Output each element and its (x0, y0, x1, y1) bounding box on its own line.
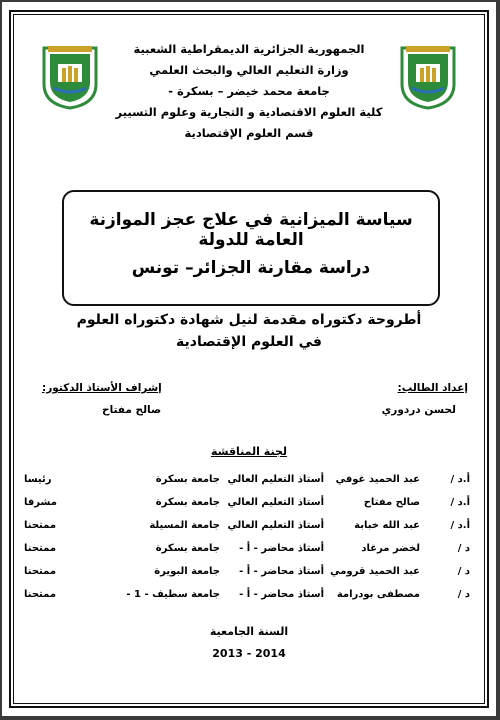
committee-row (2, 566, 496, 584)
committee-row (2, 497, 496, 515)
republic-name: الجمهورية الجزائرية الديمقراطية الشعبية (133, 42, 365, 56)
department-name: قسم العلوم الإقتصادية (184, 126, 314, 140)
member-role: ممتحنا (24, 520, 57, 531)
thesis-field: في العلوم الإقتصادية (176, 334, 322, 350)
member-degree: أ.د / (450, 497, 470, 508)
member-university: جامعة بسكرة (155, 497, 220, 508)
academic-year-value: 2013 - 2014 (212, 647, 286, 660)
member-rank: أستاذ التعليم العالي (227, 497, 324, 508)
ministry-name: وزارة التعليم العالي والبحث العلمي (149, 63, 349, 77)
member-rank: أستاذ التعليم العالي (227, 474, 324, 485)
committee-title: لجنة المناقشة (210, 445, 287, 458)
member-university: جامعة بسكرة (155, 543, 220, 554)
faculty-name: كلية العلوم الاقتصادية و التجارية وعلوم التسيير (115, 105, 383, 119)
member-degree: أ.د / (450, 520, 470, 531)
student-name: لحسن دردوري (381, 404, 456, 416)
member-role: ممتحنا (24, 589, 57, 600)
member-role: رئيسا (24, 474, 52, 485)
member-degree: د / (457, 589, 470, 600)
university-logo-right (398, 44, 458, 110)
committee-row (2, 474, 496, 492)
member-name: مصطفى بودرامة (336, 589, 420, 600)
member-name: لخضر مرغاد (361, 543, 420, 554)
member-name: عبد الحميد قرومي (330, 566, 420, 577)
member-name: صالح مفتاح (363, 497, 420, 508)
committee-row (2, 543, 496, 561)
university-logo-left (40, 44, 100, 110)
thesis-subtitle: دراسة مقارنة الجزائر– تونس (131, 258, 371, 278)
member-rank: أستاذ محاضر - أ - (239, 543, 324, 554)
student-label: إعداد الطالب: (397, 382, 468, 394)
committee-row (2, 520, 496, 538)
member-university: جامعة البويرة (154, 566, 220, 577)
member-rank: أستاذ محاضر - أ - (239, 589, 324, 600)
thesis-title-box (62, 190, 440, 306)
member-rank: أستاذ التعليم العالي (227, 520, 324, 531)
member-rank: أستاذ محاضر - أ - (239, 566, 324, 577)
member-degree: د / (457, 566, 470, 577)
member-name: عبد الحميد غوفي (335, 474, 420, 485)
member-university: جامعة بسكرة (155, 474, 220, 485)
member-role: ممتحنا (24, 566, 57, 577)
document-page (2, 2, 496, 716)
member-university: جامعة المسيلة (149, 520, 220, 531)
university-name: جامعة محمد خيضر – بسكرة - (168, 84, 330, 98)
member-role: مشرفا (24, 497, 57, 508)
member-university: جامعة سطيف - 1 - (126, 589, 220, 600)
supervisor-label: إشراف الأستاذ الدكتور: (42, 382, 162, 394)
committee-row (2, 589, 496, 607)
member-name: عبد الله خبابة (354, 520, 420, 531)
member-role: ممتحنا (24, 543, 57, 554)
member-degree: أ.د / (450, 474, 470, 485)
thesis-title: سياسة الميزانية في علاج عجز الموازنة العامة للدولة (89, 210, 413, 250)
thesis-type: أطروحة دكتوراه مقدمة لنيل شهادة دكتوراه العلوم (76, 312, 422, 328)
supervisor-name: صالح مفتاح (102, 404, 162, 416)
member-degree: د / (457, 543, 470, 554)
academic-year-label: السنة الجامعية (209, 625, 289, 638)
